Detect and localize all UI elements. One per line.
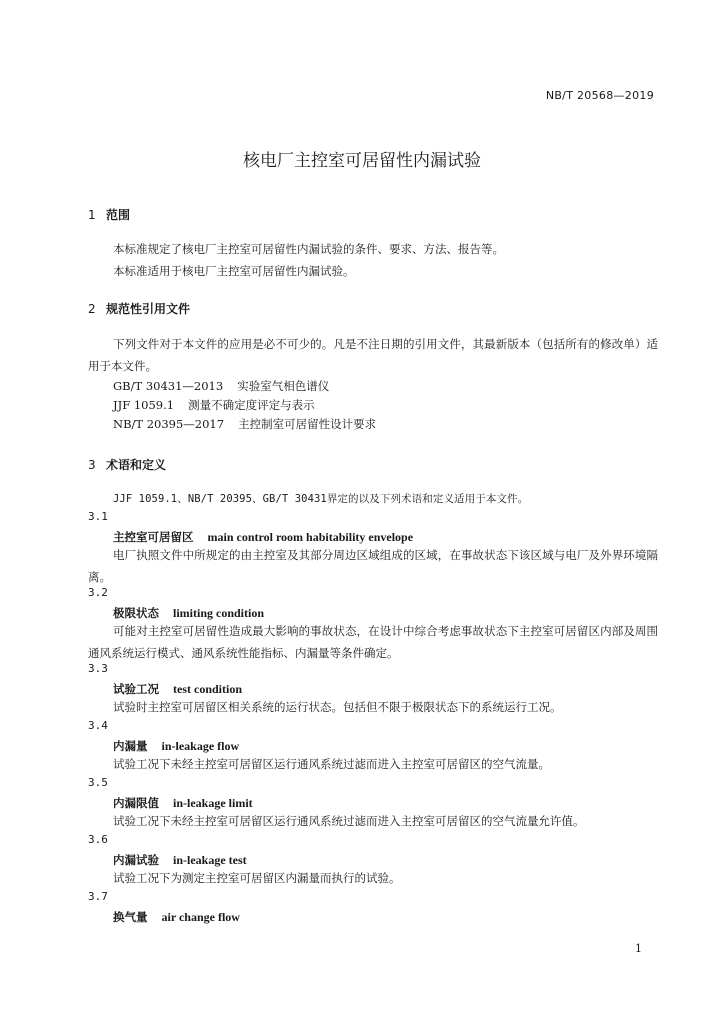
term-zh: 试验工况 — [113, 682, 159, 696]
term-heading — [113, 909, 240, 925]
reference-item — [113, 416, 376, 432]
reference-item — [113, 378, 329, 394]
term-en: limiting condition — [173, 606, 265, 620]
scope-paragraph-2: 本标准适用于核电厂主控室可居留性内漏试验。 — [113, 264, 355, 278]
reference-name: 测量不确定度评定与表示 — [188, 398, 315, 412]
section-title: 规范性引用文件 — [106, 302, 191, 316]
reference-name: 主控制室可居留性设计要求 — [238, 417, 377, 431]
term-definition: 电厂执照文件中所规定的由主控室及其部分周边区域组成的区域，在事故状态下该区域与电厂及外界环境隔离。 — [88, 548, 658, 584]
term-en: air change flow — [161, 910, 240, 924]
term-en: in-leakage flow — [161, 739, 240, 753]
term-zh: 主控室可居留区 — [113, 530, 194, 544]
section-2-heading — [88, 300, 190, 317]
section-1-heading — [88, 206, 130, 223]
reference-name: 实验室气相色谱仪 — [237, 379, 330, 393]
reference-code: GB/T 30431—2013 — [113, 379, 224, 393]
term-definition: 试验工况下未经主控室可居留区运行通风系统过滤而进入主控室可居留区的空气流量允许值。 — [113, 814, 585, 828]
term-number: 3.4 — [88, 719, 108, 732]
section-title: 术语和定义 — [106, 458, 167, 472]
term-definition: 试验时主控室可居留区相关系统的运行状态。包括但不限于极限状态下的系统运行工况。 — [113, 700, 562, 714]
section-number: 3 — [88, 458, 96, 472]
term-en: in-leakage test — [173, 853, 247, 867]
term-definition: 试验工况下未经主控室可居留区运行通风系统过滤而进入主控室可居留区的空气流量。 — [113, 757, 550, 771]
document-title: 核电厂主控室可居留性内漏试验 — [243, 151, 481, 171]
term-number: 3.2 — [88, 586, 108, 599]
term-heading — [113, 605, 264, 621]
term-heading — [113, 738, 239, 754]
term-heading — [113, 529, 413, 545]
terms-intro-paragraph: JJF 1059.1、NB/T 20395、GB/T 30431界定的以及下列术语和定义适用于本文件。 — [113, 493, 529, 505]
section-3-heading — [88, 456, 166, 473]
reference-code: JJF 1059.1 — [113, 398, 175, 412]
term-definition: 可能对主控室可居留性造成最大影响的事故状态，在设计中综合考虑事故状态下主控室可居留区内部及周围通风系统运行模式、通风系统性能指标、内漏量等条件确定。 — [88, 624, 658, 660]
term-zh: 内漏限值 — [113, 796, 159, 810]
scope-paragraph-1: 本标准规定了核电厂主控室可居留性内漏试验的条件、要求、方法、报告等。 — [113, 242, 504, 256]
term-zh: 换气量 — [113, 910, 148, 924]
term-en: in-leakage limit — [173, 796, 253, 810]
references-paragraph: 下列文件对于本文件的应用是必不可少的。凡是不注日期的引用文件，其最新版本（包括所有的修改单）适用于本文件。 — [88, 337, 658, 373]
term-zh: 内漏试验 — [113, 853, 159, 867]
term-zh: 极限状态 — [113, 606, 159, 620]
reference-code: NB/T 20395—2017 — [113, 417, 225, 431]
section-title: 范围 — [106, 208, 131, 222]
term-number: 3.5 — [88, 776, 108, 789]
term-number: 3.1 — [88, 510, 108, 523]
term-heading — [113, 795, 253, 811]
term-en: main control room habitability envelope — [207, 530, 414, 544]
term-number: 3.3 — [88, 662, 108, 675]
document-code: NB/T 20568—2019 — [545, 89, 654, 102]
term-heading — [113, 852, 247, 868]
page-number: 1 — [635, 942, 642, 955]
term-heading — [113, 681, 242, 697]
section-number: 1 — [88, 208, 96, 222]
term-en: test condition — [173, 682, 242, 696]
term-definition: 试验工况下为测定主控室可居留区内漏量而执行的试验。 — [113, 871, 401, 885]
reference-item — [113, 397, 315, 413]
section-number: 2 — [88, 302, 96, 316]
term-number: 3.7 — [88, 890, 108, 903]
term-zh: 内漏量 — [113, 739, 148, 753]
term-number: 3.6 — [88, 833, 108, 846]
